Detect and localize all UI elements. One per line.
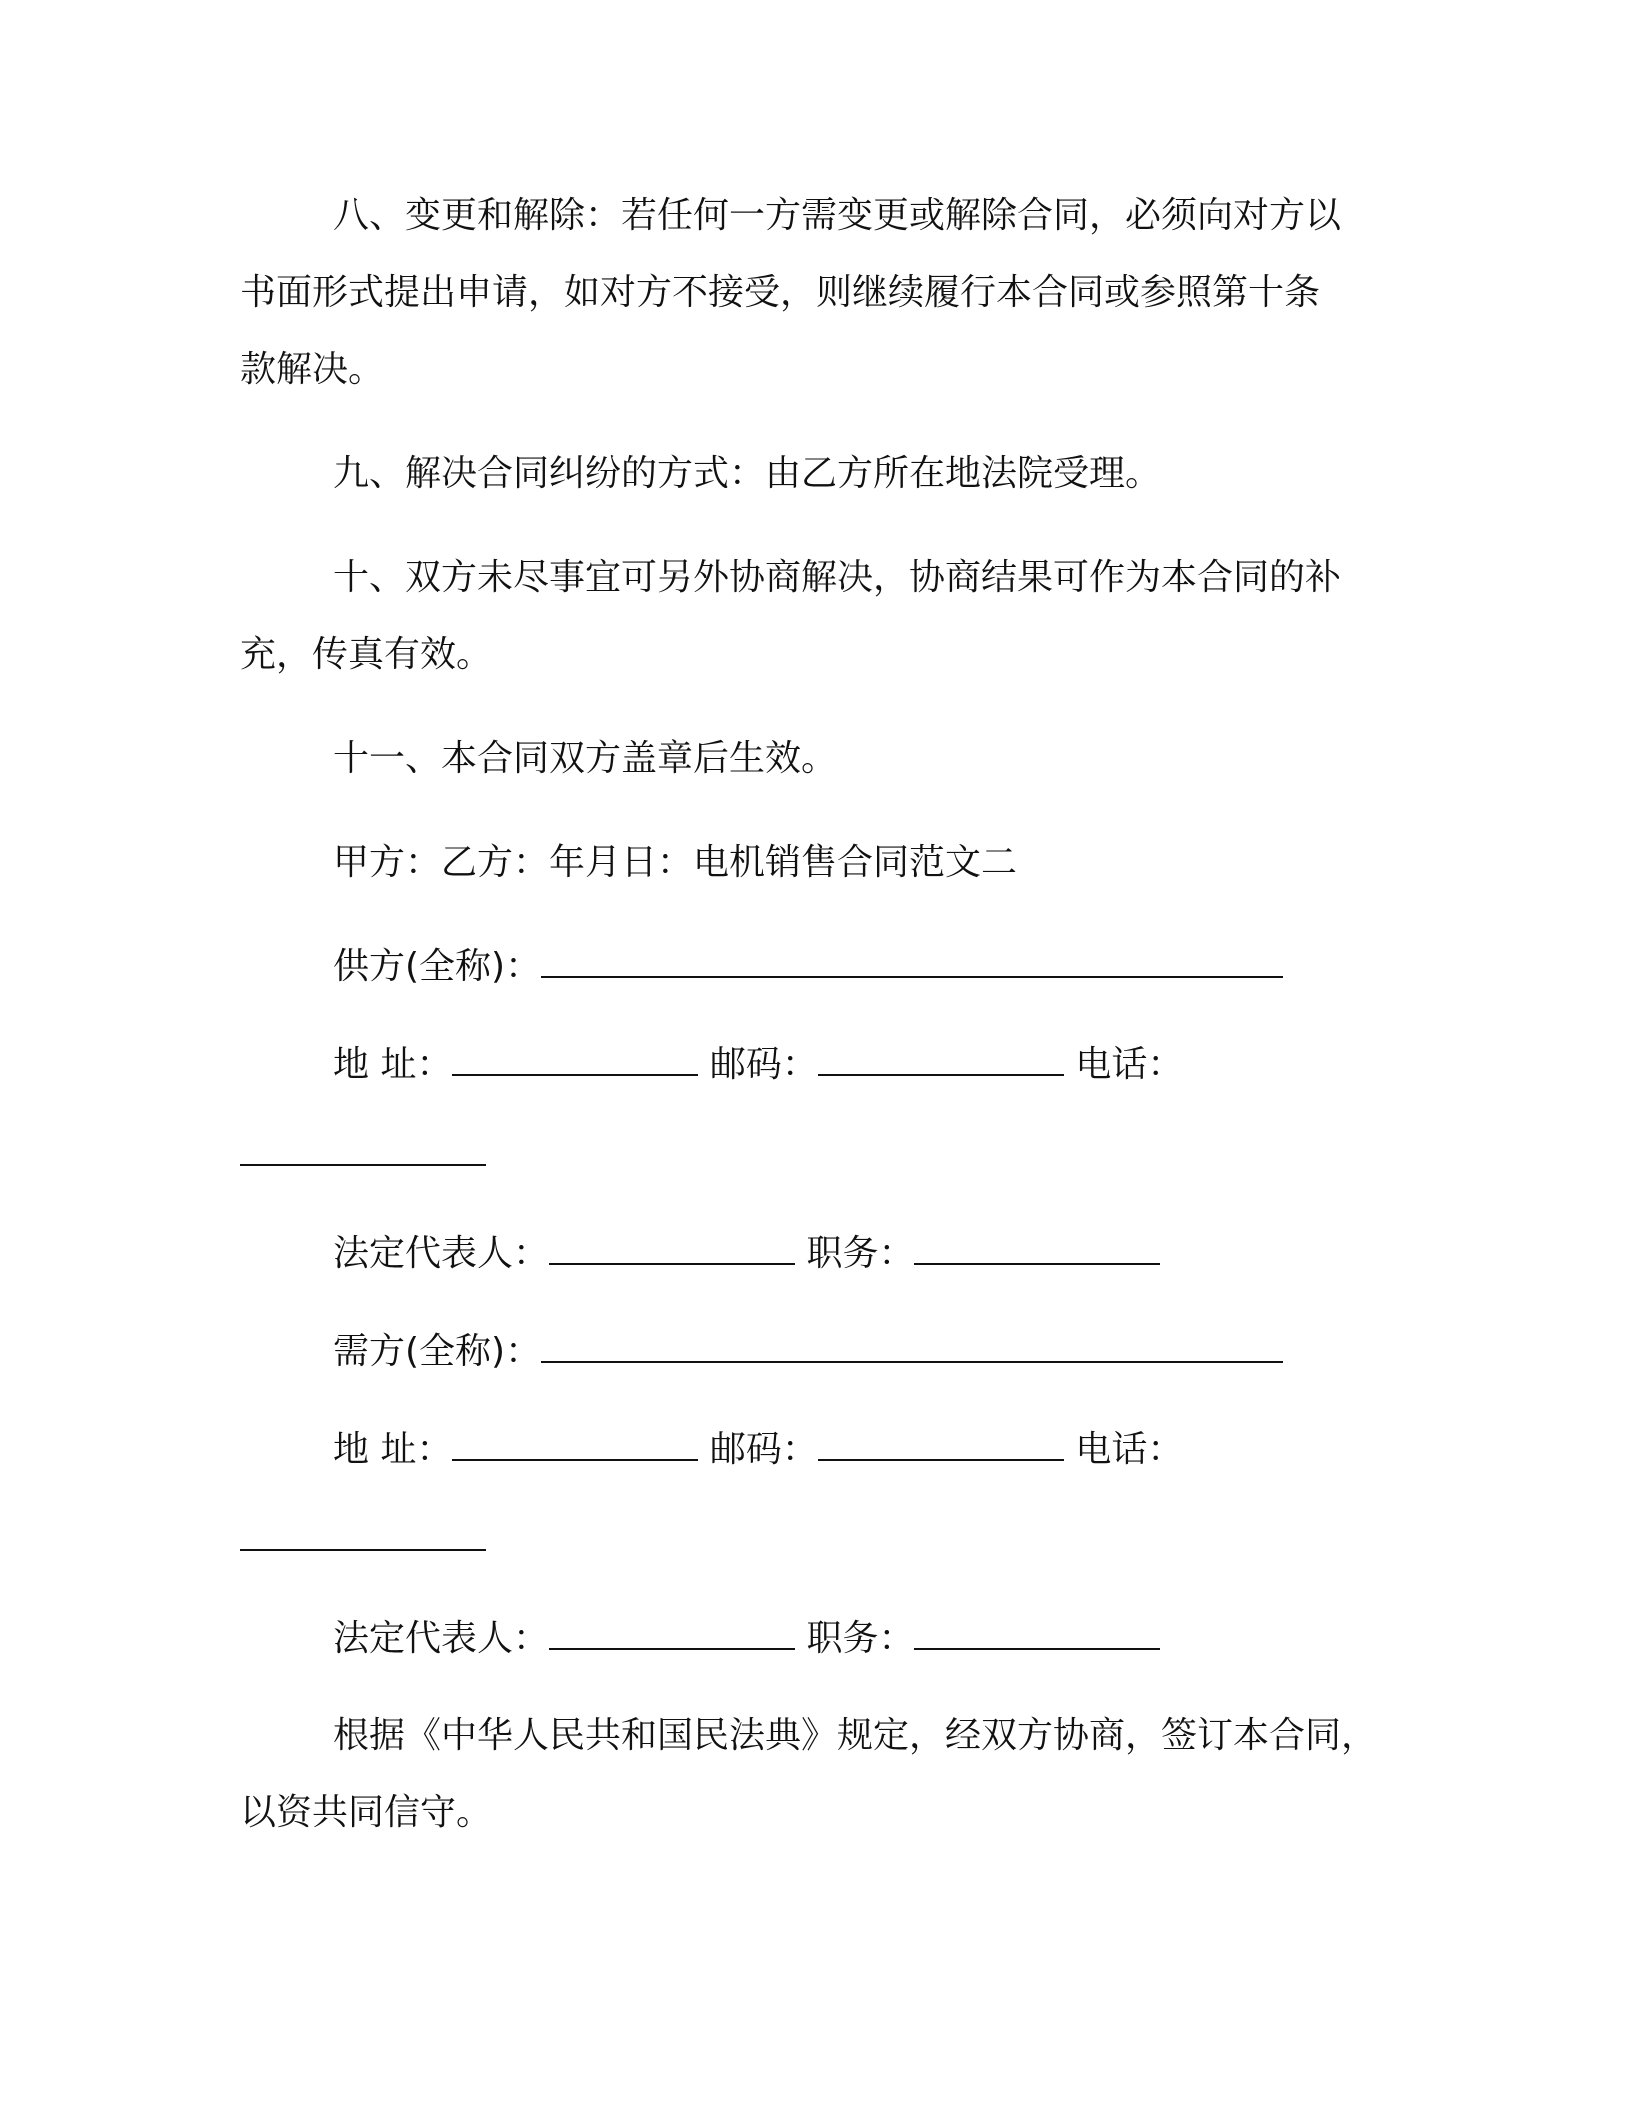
supplier-address-label: 地 址： [333, 1044, 453, 1085]
buyer-rep-label: 法定代表人： [333, 1618, 550, 1659]
buyer-address-row [333, 1427, 1183, 1473]
supplier-postcode-blank[interactable] [818, 1044, 1064, 1076]
supplier-rep-row [333, 1231, 1160, 1277]
clause-8-line-1: 八、变更和解除：若任何一方需变更或解除合同，必须向对方以 [333, 195, 1342, 236]
clause-10-line-1: 十、双方未尽事宜可另外协商解决，协商结果可作为本合同的补 [333, 557, 1342, 598]
supplier-rep-blank[interactable] [549, 1233, 795, 1265]
signature-line: 甲方：乙方：年月日：电机销售合同范文二 [333, 842, 1018, 883]
supplier-rep-label: 法定代表人： [333, 1233, 550, 1274]
supplier-phone-label: 电话： [1075, 1044, 1184, 1085]
buyer-position-label: 职务： [806, 1618, 915, 1659]
supplier-name-row [333, 944, 1283, 990]
supplier-address-blank[interactable] [452, 1044, 698, 1076]
clause-8-line-2: 书面形式提出申请，如对方不接受，则继续履行本合同或参照第十条 [240, 272, 1321, 313]
buyer-phone-label: 电话： [1075, 1429, 1184, 1470]
buyer-rep-blank[interactable] [549, 1618, 795, 1650]
supplier-phone-blank[interactable] [240, 1134, 486, 1166]
buyer-postcode-label: 邮码： [709, 1429, 818, 1470]
supplier-name-blank[interactable] [541, 946, 1283, 978]
buyer-address-label: 地 址： [333, 1429, 453, 1470]
buyer-phone-blank[interactable] [240, 1519, 486, 1551]
supplier-name-label: 供方(全称)： [333, 946, 542, 987]
supplier-address-row [333, 1042, 1183, 1088]
clause-9: 九、解决合同纠纷的方式：由乙方所在地法院受理。 [333, 453, 1162, 494]
closing-line-1: 根据《中华人民共和国民法典》规定，经双方协商，签订本合同， [333, 1715, 1378, 1756]
clause-10-line-2: 充，传真有效。 [240, 634, 493, 675]
closing-line-2: 以资共同信守。 [240, 1792, 493, 1833]
buyer-rep-row [333, 1616, 1160, 1662]
buyer-name-row [333, 1329, 1283, 1375]
buyer-phone-row [240, 1517, 486, 1563]
buyer-name-blank[interactable] [541, 1331, 1283, 1363]
supplier-phone-row [240, 1132, 486, 1178]
buyer-postcode-blank[interactable] [818, 1429, 1064, 1461]
clause-11: 十一、本合同双方盖章后生效。 [333, 738, 838, 779]
buyer-position-blank[interactable] [914, 1618, 1160, 1650]
supplier-postcode-label: 邮码： [709, 1044, 818, 1085]
supplier-position-blank[interactable] [914, 1233, 1160, 1265]
buyer-address-blank[interactable] [452, 1429, 698, 1461]
buyer-name-label: 需方(全称)： [333, 1331, 542, 1372]
supplier-position-label: 职务： [806, 1233, 915, 1274]
clause-8-line-3: 款解决。 [240, 349, 385, 390]
